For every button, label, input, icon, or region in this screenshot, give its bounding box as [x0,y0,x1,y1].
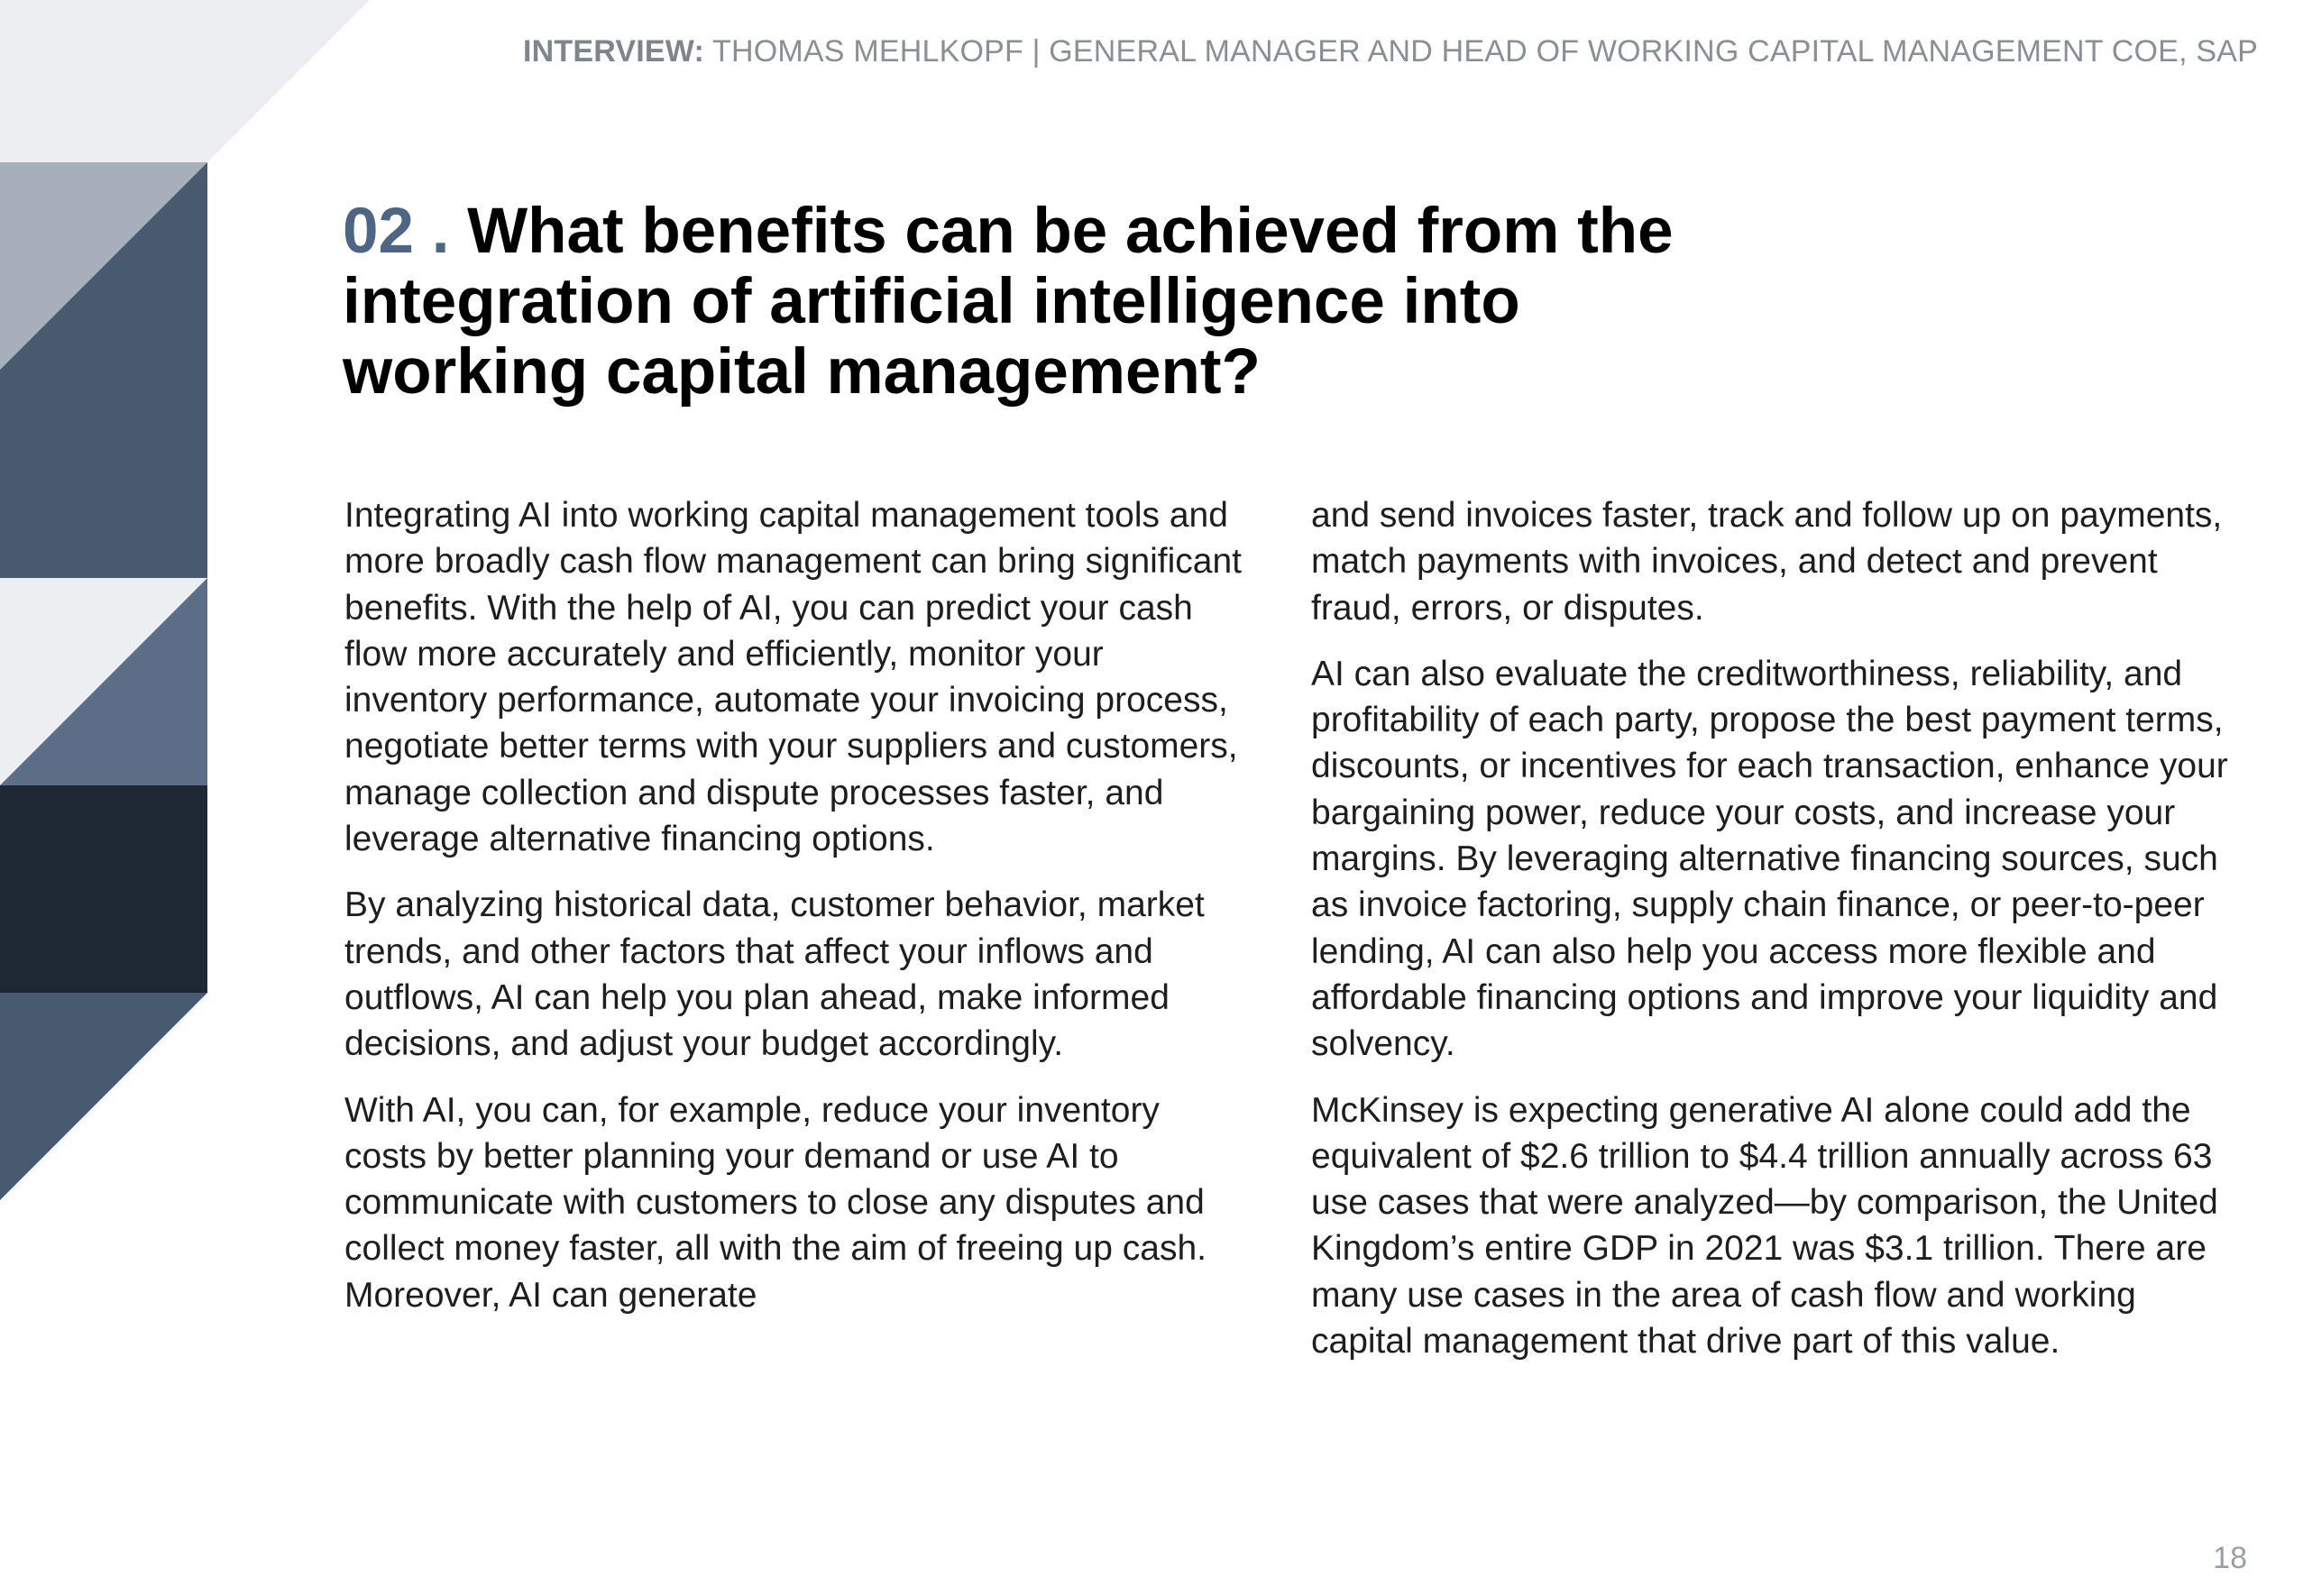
section-title-text: What benefits can be achieved from the integration of artificial intelligence into working capital management? [343,196,1674,408]
paragraph: With AI, you can, for example, reduce your inventory costs by better planning your demand or use AI to communicate with customers to close any disputes and collect money faster, all with the aim of freeing up cash. Moreover, AI can generate [344,1090,1207,1315]
header-text: THOMAS MEHLKOPF | GENERAL MANAGER AND HEAD OF WORKING CAPITAL MANAGEMENT COE, SAP [704,34,2258,69]
paragraph: McKinsey is expecting generative AI alone could add the equivalent of $2.6 trillion to $4.4 trillion annually across 63 use cases that were analyzed—by comparison, the United Kingdom’s entire GDP in 2021 was $3.1 trillion. There are many use cases in the area of cash flow and working capital management that drive part of this value. [1311,1090,2218,1362]
left-column [344,492,1246,1338]
paragraph: AI can also evaluate the creditworthiness, reliability, and profitability of each party, propose the best payment terms, discounts, or incentives for each transaction, enhance your bargaining power, reduce your costs, and increase your margins. By leveraging alternative financing sources, such as invoice factoring, supply chain finance, or peer-to-peer lending, AI can also help you access more flexible and affordable financing options and improve your liquidity and solvency. [1311,654,2228,1064]
pale-top-triangle [0,0,370,162]
slate-block-lower [0,993,207,1200]
decorative-geometric-shapes [0,0,379,1208]
running-header [523,34,2258,69]
paragraph: Integrating AI into working capital management tools and more broadly cash flow management can bring significant benefits. With the help of AI, you can predict your cash flow more accurately and efficiently, monitor your inventory performance, automate your invoicing process, negotiate better terms with your suppliers and customers, manage collection and dispute processes faster, and leverage alternative financing options. [344,496,1243,859]
right-column [1311,492,2240,1384]
paragraph: and send invoices faster, track and follow up on payments, match payments with invoices, and detect and prevent fraud, errors, or disputes. [1311,496,2223,628]
header-label: INTERVIEW: [523,34,704,69]
page-number: 18 [2213,1541,2247,1575]
section-number: 02 . [343,196,450,267]
dark-block [0,785,207,993]
section-title [343,197,1695,408]
paragraph: By analyzing historical data, customer behavior, market trends, and other factors that affect your inflows and outflows, AI can help you plan ahead, make informed decisions, and adjust your budget accordingly. [344,885,1205,1064]
